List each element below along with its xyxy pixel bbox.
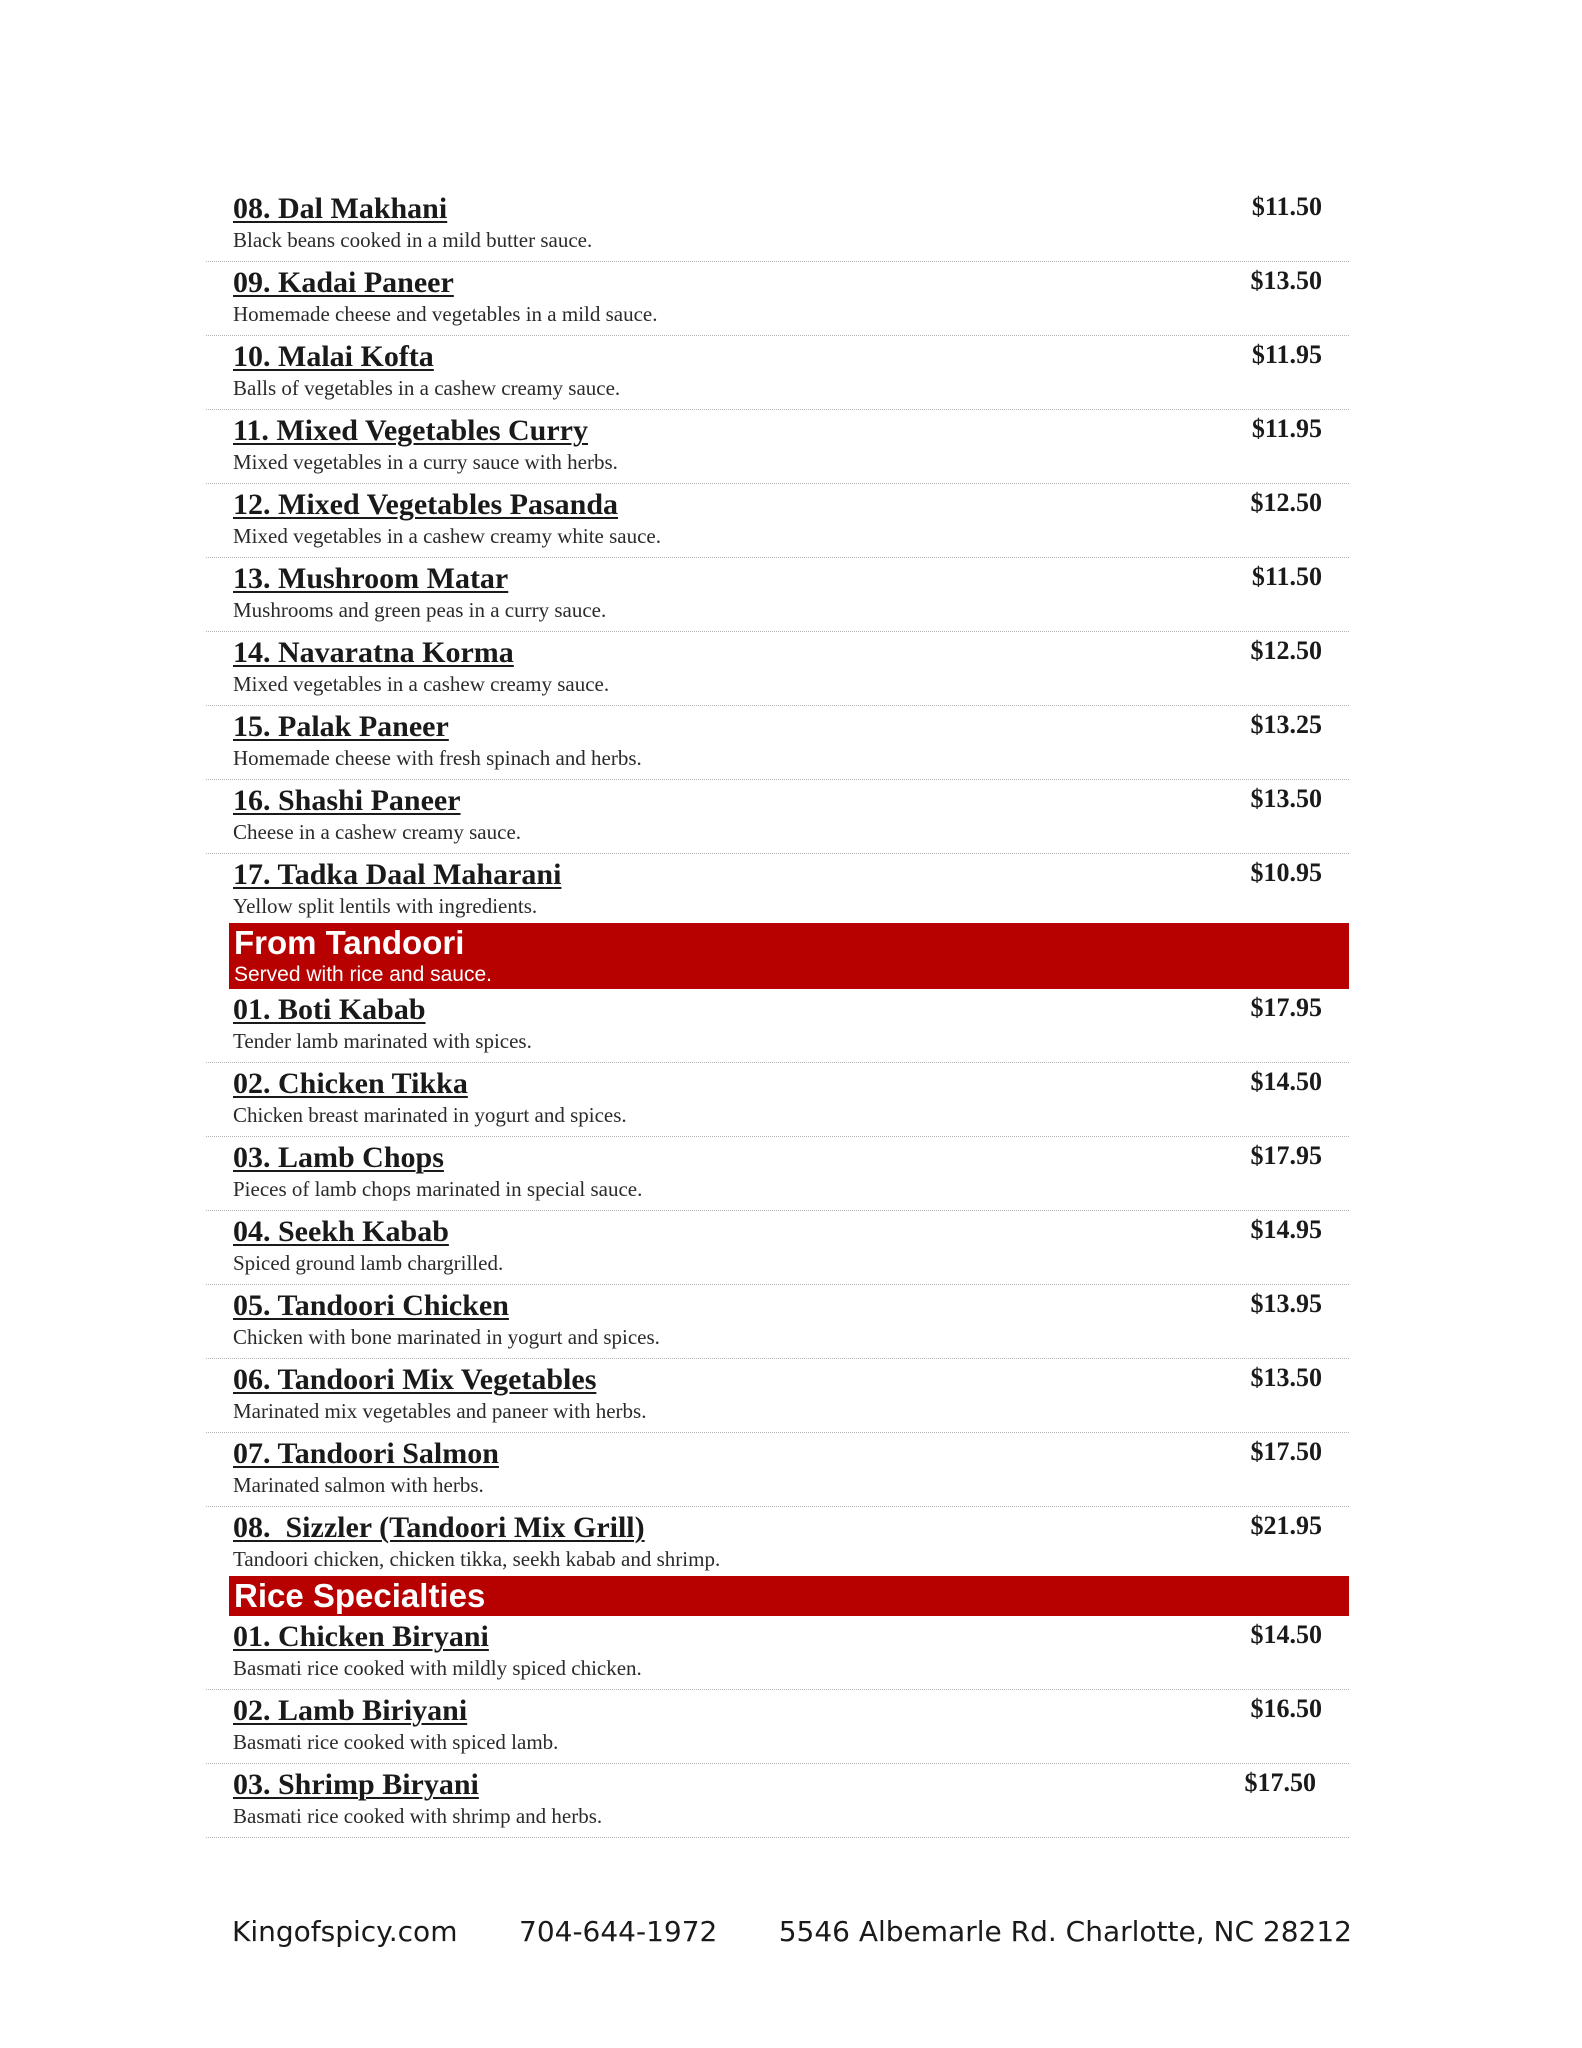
item-description: Basmati rice cooked with shrimp and herbs. <box>233 1804 603 1828</box>
item-description: Chicken breast marinated in yogurt and spices. <box>233 1103 627 1127</box>
item-description: Chicken with bone marinated in yogurt and spices. <box>233 1325 660 1349</box>
item-description: Homemade cheese with fresh spinach and herbs. <box>233 746 642 770</box>
item-price: $12.50 <box>1250 488 1322 517</box>
menu-item <box>206 1507 1349 1576</box>
item-name: 17. Tadka Daal Maharani <box>233 858 562 891</box>
menu-item <box>206 1764 1349 1838</box>
item-description: Spiced ground lamb chargrilled. <box>233 1251 504 1275</box>
item-price: $11.50 <box>1251 562 1322 591</box>
item-description: Black beans cooked in a mild butter sauce. <box>233 228 593 252</box>
menu-item <box>206 1616 1349 1690</box>
item-description: Pieces of lamb chops marinated in special sauce. <box>233 1177 643 1201</box>
item-name: 08. Dal Makhani <box>233 192 448 225</box>
item-description: Marinated salmon with herbs. <box>233 1473 484 1497</box>
item-price: $17.50 <box>1244 1768 1316 1797</box>
section-title: From Tandoori <box>234 924 465 961</box>
footer-website: Kingofspicy.com <box>232 1915 458 1948</box>
menu-item <box>206 410 1349 484</box>
section-header-rice <box>229 1576 1349 1616</box>
item-name: 14. Navaratna Korma <box>233 636 514 669</box>
footer-address: 5546 Albemarle Rd. Charlotte, NC 28212 <box>778 1915 1352 1948</box>
section-header-tandoori <box>229 923 1349 989</box>
item-price: $14.50 <box>1250 1620 1322 1649</box>
menu-page <box>206 188 1349 1838</box>
item-price: $13.50 <box>1250 266 1322 295</box>
menu-item <box>206 336 1349 410</box>
menu-item <box>206 1285 1349 1359</box>
item-description: Tender lamb marinated with spices. <box>233 1029 532 1053</box>
item-price: $17.95 <box>1250 993 1322 1022</box>
menu-item <box>206 262 1349 336</box>
item-name: 03. Shrimp Biryani <box>233 1768 479 1801</box>
menu-item <box>206 780 1349 854</box>
item-description: Mixed vegetables in a cashew creamy white sauce. <box>233 524 661 548</box>
menu-item <box>206 854 1349 923</box>
item-name: 10. Malai Kofta <box>233 340 434 373</box>
menu-item <box>206 989 1349 1063</box>
rice-section <box>206 1576 1349 1838</box>
footer-phone: 704-644-1972 <box>519 1915 718 1948</box>
item-name: 12. Mixed Vegetables Pasanda <box>233 488 619 521</box>
menu-item <box>206 1137 1349 1211</box>
vegetarian-section <box>206 188 1349 923</box>
item-name: 05. Tandoori Chicken <box>233 1289 509 1322</box>
item-name: 13. Mushroom Matar <box>233 562 509 595</box>
item-name: 02. Lamb Biriyani <box>233 1694 468 1727</box>
item-name: 07. Tandoori Salmon <box>233 1437 499 1470</box>
menu-item <box>206 1433 1349 1507</box>
item-name: 15. Palak Paneer <box>233 710 449 743</box>
item-name: 08. Sizzler (Tandoori Mix Grill) <box>233 1511 645 1544</box>
menu-item <box>206 1690 1349 1764</box>
item-price: $16.50 <box>1250 1694 1322 1723</box>
item-description: Basmati rice cooked with mildly spiced chicken. <box>233 1656 642 1680</box>
item-description: Mixed vegetables in a cashew creamy sauce. <box>233 672 610 696</box>
section-subtitle: Served with rice and sauce. <box>234 963 492 986</box>
item-description: Tandoori chicken, chicken tikka, seekh kabab and shrimp. <box>233 1547 721 1571</box>
item-name: 06. Tandoori Mix Vegetables <box>233 1363 597 1396</box>
menu-item <box>206 484 1349 558</box>
item-description: Yellow split lentils with ingredients. <box>233 894 538 918</box>
item-name: 01. Chicken Biryani <box>233 1620 489 1653</box>
item-description: Marinated mix vegetables and paneer with herbs. <box>233 1399 647 1423</box>
item-price: $13.25 <box>1250 710 1322 739</box>
item-description: Mixed vegetables in a curry sauce with herbs. <box>233 450 618 474</box>
item-price: $17.95 <box>1250 1141 1322 1170</box>
item-price: $10.95 <box>1250 858 1322 887</box>
item-price: $11.95 <box>1251 340 1322 369</box>
item-description: Homemade cheese and vegetables in a mild sauce. <box>233 302 658 326</box>
page-footer <box>232 1912 1352 1952</box>
menu-item <box>206 558 1349 632</box>
item-price: $21.95 <box>1250 1511 1322 1540</box>
item-name: 01. Boti Kabab <box>233 993 426 1026</box>
item-description: Mushrooms and green peas in a curry sauce. <box>233 598 607 622</box>
item-price: $12.50 <box>1250 636 1322 665</box>
item-price: $11.95 <box>1251 414 1322 443</box>
item-price: $13.50 <box>1250 784 1322 813</box>
item-name: 02. Chicken Tikka <box>233 1067 468 1100</box>
menu-item <box>206 1359 1349 1433</box>
item-price: $11.50 <box>1251 192 1322 221</box>
menu-item <box>206 706 1349 780</box>
item-price: $13.95 <box>1250 1289 1322 1318</box>
tandoori-section <box>206 923 1349 1576</box>
menu-item <box>206 188 1349 262</box>
item-name: 16. Shashi Paneer <box>233 784 461 817</box>
section-title: Rice Specialties <box>234 1577 486 1614</box>
item-price: $14.50 <box>1250 1067 1322 1096</box>
item-description: Basmati rice cooked with spiced lamb. <box>233 1730 559 1754</box>
item-name: 09. Kadai Paneer <box>233 266 454 299</box>
item-price: $17.50 <box>1250 1437 1322 1466</box>
item-name: 03. Lamb Chops <box>233 1141 444 1174</box>
item-name: 11. Mixed Vegetables Curry <box>233 414 588 447</box>
item-price: $14.95 <box>1250 1215 1322 1244</box>
menu-item <box>206 1063 1349 1137</box>
item-description: Cheese in a cashew creamy sauce. <box>233 820 522 844</box>
item-description: Balls of vegetables in a cashew creamy sauce. <box>233 376 621 400</box>
menu-item <box>206 1211 1349 1285</box>
menu-item <box>206 632 1349 706</box>
item-name: 04. Seekh Kabab <box>233 1215 449 1248</box>
item-price: $13.50 <box>1250 1363 1322 1392</box>
